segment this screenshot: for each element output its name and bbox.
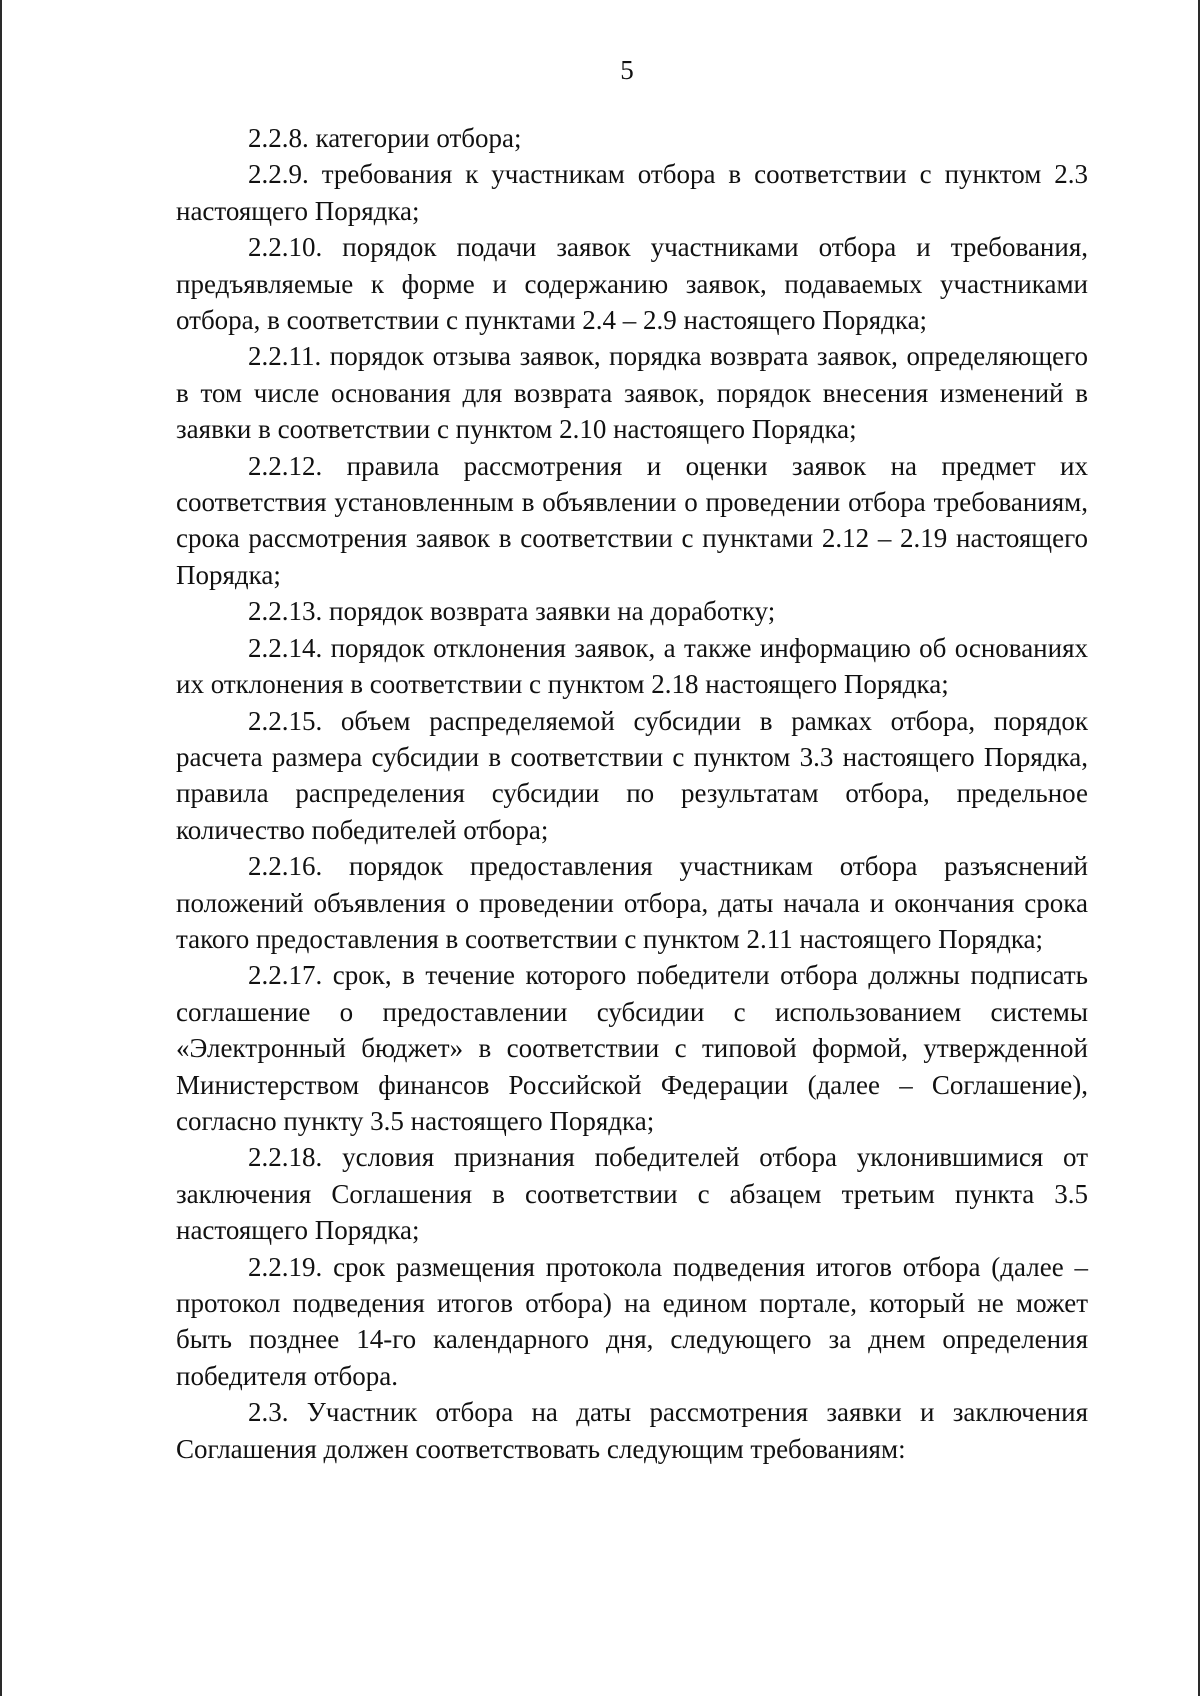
paragraph-2-2-9: 2.2.9. требования к участникам отбора в соответствии с пунктом 2.3 настоящего Порядка;	[176, 159, 1088, 226]
paragraph-2-2-12: 2.2.12. правила рассмотрения и оценки заявок на предмет их соответствия установленным в объявлении о проведении отбора требованиям, срока рассмотрения заявок в соответствии с пунктами 2.12 – 2.19 настоящего Порядка;	[176, 450, 1088, 590]
document-body	[176, 120, 1088, 1467]
paragraph-2-3: 2.3. Участник отбора на даты рассмотрения заявки и заключения Соглашения должен соответствовать следующим требованиям:	[176, 1397, 1088, 1464]
paragraph-2-2-14: 2.2.14. порядок отклонения заявок, а также информацию об основаниях их отклонения в соответствии с пунктом 2.18 настоящего Порядка;	[176, 632, 1088, 700]
paragraph-2-2-11: 2.2.11. порядок отзыва заявок, порядка возврата заявок, определяющего в том числе основания для возврата заявок, порядок внесения изменений в заявки в соответствии с пунктом 2.10 настоящего Порядка;	[176, 341, 1088, 445]
paragraph-2-2-8: 2.2.8. категории отбора;	[248, 123, 522, 153]
paragraph-2-2-17: 2.2.17. срок, в течение которого победители отбора должны подписать соглашение о предоставлении субсидии с использованием системы «Электронный бюджет» в соответствии с типовой формой, утвержденной Министерством финансов Российской Федерации (далее – Соглашение), согласно пункту 3.5 настоящего Порядка;	[176, 960, 1088, 1136]
paragraph-2-2-18: 2.2.18. условия признания победителей отбора уклонившимися от заключения Соглашения в соответствии с абзацем третьим пункта 3.5 настоящего Порядка;	[176, 1142, 1088, 1246]
paragraph-2-2-19: 2.2.19. срок размещения протокола подведения итогов отбора (далее – протокол подведения итогов отбора) на едином портале, который не может быть позднее 14-го календарного дня, следующего за днем определения победителя отбора.	[176, 1251, 1088, 1391]
paragraph-2-2-16: 2.2.16. порядок предоставления участникам отбора разъяснений положений объявления о проведении отбора, даты начала и окончания срока такого предоставления в соответствии с пунктом 2.11 настоящего Порядка;	[176, 851, 1088, 954]
paragraph-2-2-10: 2.2.10. порядок подачи заявок участниками отбора и требования, предъявляемые к форме и содержанию заявок, подаваемых участниками отбора, в соответствии с пунктами 2.4 – 2.9 настоящего Порядка;	[176, 232, 1088, 336]
paragraph-2-2-15: 2.2.15. объем распределяемой субсидии в рамках отбора, порядок расчета размера субсидии в соответствии с пунктом 3.3 настоящего Порядка, правила распределения субсидии по результатам отбора, предельное количество победителей отбора;	[176, 705, 1088, 845]
paragraph-2-2-13: 2.2.13. порядок возврата заявки на доработку;	[248, 596, 776, 627]
page-number: 5	[620, 55, 634, 85]
